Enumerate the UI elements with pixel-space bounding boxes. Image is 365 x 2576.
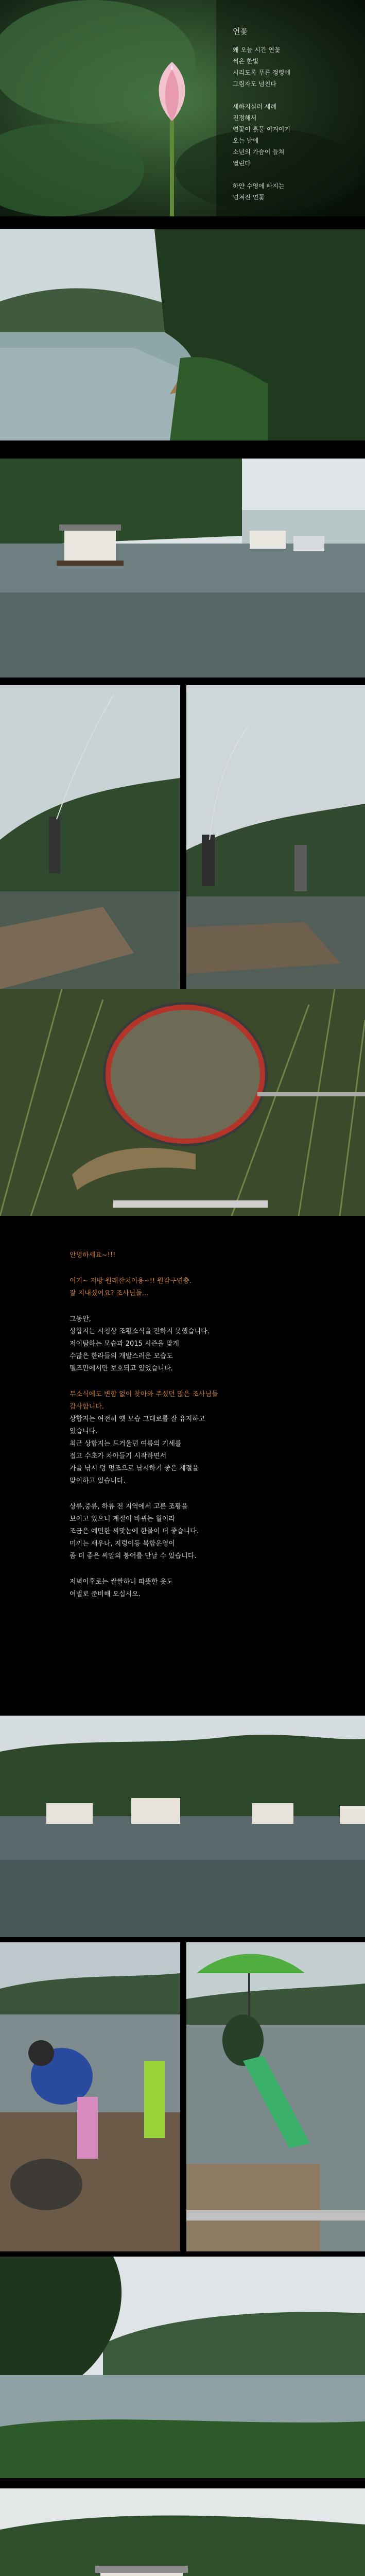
umbrella-angler-photo	[186, 1942, 365, 2251]
poem-line: 연꽃이 흙물 이겨이기	[233, 126, 290, 133]
lake-landscape-photo	[0, 2257, 365, 2478]
notice-line: 가을 낚시 덩 멍조으로 낚시하기 좋은 계절을	[69, 1465, 199, 1472]
lake-panel	[0, 2257, 365, 2478]
reservoir-panel	[0, 216, 365, 453]
poem-line: 진정해서	[233, 114, 257, 122]
notice-line: 상합지는 시청상 조황소식을 전하지 못했습니다.	[69, 1328, 210, 1335]
notice-line: 상류,중류, 하류 전 지역에서 고른 조황을	[69, 1503, 188, 1511]
poem-line: 하얀 수영에 빠지는	[233, 182, 285, 190]
notice-line: 상합지는 여전히 옛 모습 그대로를 잘 유지하고	[69, 1415, 205, 1423]
poem	[233, 26, 351, 203]
notice-line: 접고 수초가 차아들기 시작하면서	[69, 1452, 167, 1460]
anglers-panel	[0, 685, 365, 989]
notice-line: 수많은 한라들의 개발스러운 모습도	[69, 1352, 173, 1360]
notice-line: 맞이하고 있습니다.	[69, 1477, 126, 1485]
poem-line	[233, 90, 351, 101]
poem-line: 시리도록 푸른 정령에	[233, 69, 290, 76]
poem-line: 오는 날에	[233, 137, 259, 144]
notice-greeting: 안녕하세요~!!!	[69, 1251, 116, 1259]
notice-line: 보이고 있으니 계절이 바뀌는 월이라	[69, 1515, 175, 1523]
notice-line: 있습니다.	[69, 1428, 98, 1435]
lotus-poem-panel	[0, 0, 365, 216]
reservoir-photo	[0, 229, 365, 440]
fish-net-panel	[0, 989, 365, 1216]
notice-line: 펠즈만에서만 보호되고 있었습니다.	[69, 1365, 173, 1372]
lake-cabins-photo	[0, 1716, 365, 1937]
notice-line: 미끼는 새우나, 지렁이등 복합운영이	[69, 1540, 175, 1548]
notice-line: 좀 더 좋은 씨알의 붕어를 만날 수 있습니다.	[69, 1552, 197, 1560]
floating-cabins-photo	[0, 459, 365, 677]
cabins-panel	[0, 453, 365, 685]
notice-intro-line: 이기~ 지방 원래잔치이용~!! 원감구연층.	[69, 1277, 192, 1285]
woman-angler-photo	[0, 1942, 180, 2251]
notice-text	[69, 1249, 306, 1614]
poem-line: 왜 오늘 시간 연꽃	[233, 46, 281, 54]
poem-line	[233, 169, 351, 180]
notice-intro-line: 잘 지내셨어요? 조사님들...	[69, 1290, 149, 1297]
lake-cabins-panel	[0, 1716, 365, 1937]
poem-line: 세하지실러 세례	[233, 103, 276, 110]
lotus-field-photo	[0, 2488, 365, 2576]
notice-line: 무소식에도 변함 없이 찾아와 주셨던 많은 조사님들	[69, 1391, 218, 1398]
lotus-field-panel	[0, 2478, 365, 2576]
poem-line: 쩍은 한빛	[233, 58, 259, 65]
fish-in-net-photo	[0, 989, 365, 1216]
poem-title: 연꽃	[233, 27, 248, 36]
poem-line: 넘쳐진 연꽃	[233, 194, 265, 201]
poem-line: 열린다	[233, 160, 251, 167]
angler-photo-left	[0, 685, 180, 989]
poem-line: 소년의 가슴이 들쳐	[233, 148, 285, 156]
notice-line: 그동안,	[69, 1315, 91, 1323]
dock-anglers-panel	[0, 1937, 365, 2257]
notice-line: 최근 상합지는 드거울던 여름의 기세를	[69, 1440, 182, 1448]
poem-line: 그림자도 넘친다	[233, 80, 276, 88]
notice-line: 조금은 예민한 찌맛놈에 한물이 더 좋습니다.	[69, 1528, 199, 1535]
angler-photo-right	[186, 685, 365, 989]
notice-line: 저녁이후로는 쌀쌀하니 따뜻한 옷도	[69, 1578, 173, 1586]
notice-line: 저이탐하는 모습과 2015 시즌을 맞게	[69, 1340, 179, 1348]
notice-line: 여벌로 준비해 오십시오.	[69, 1590, 141, 1598]
notice-line: 감사합니다.	[69, 1403, 104, 1411]
